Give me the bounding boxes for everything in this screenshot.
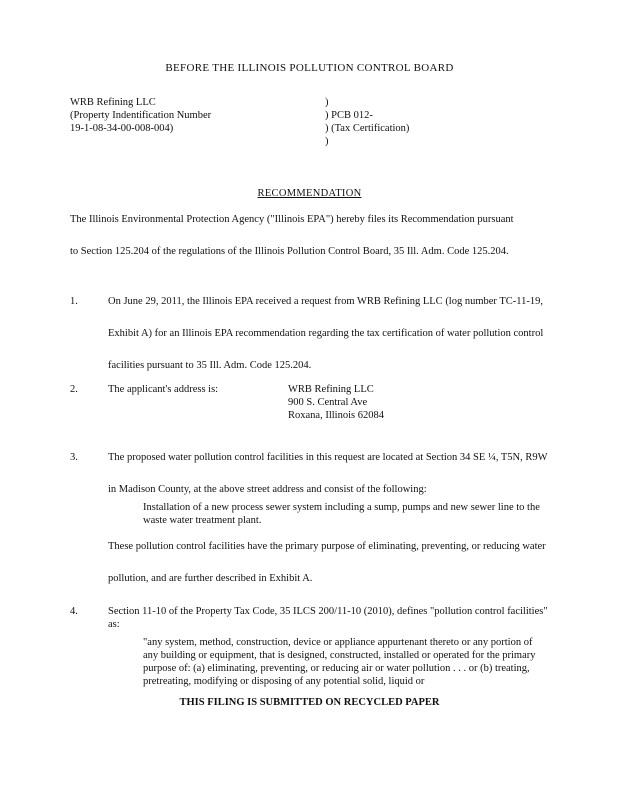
applicant-address [288,383,384,422]
case-number: ) PCB 012- [325,110,373,121]
item-4-text: Section 11-10 of the Property Tax Code, 35 ILCS 200/11-10 (2010), defines "pollution control facilities" as: [108,606,548,630]
address-line: Roxana, Illinois 62084 [288,410,384,421]
item-3-text: The proposed water pollution control facilities in this request are located at Section 34 SE ¼, T5N, R9W in Madison County, at the above street address and consist of the following: [108,452,548,495]
document-title: BEFORE THE ILLINOIS POLLUTION CONTROL BOARD [165,62,454,74]
statute-quote: "any system, method, construction, device or appliance appurtenant thereto or any portion of any building or equipment, that is designed, constructed, installed or operated for the primary purpose of: (a) eliminating, preventing, or reducing air or water pollution . . . or (b) treating, pretreating, modifying or disposing of any potential solid, liquid or [143,637,536,687]
recommendation-heading: RECOMMENDATION [257,188,362,199]
item-number: 3. [70,452,78,463]
address-line: 900 S. Central Ave [288,397,368,408]
item-number: 2. [70,384,78,395]
facility-description: Installation of a new process sewer system including a sump, pumps and new sewer line to the waste water treatment plant. [143,502,540,526]
petitioner-name: WRB Refining LLC [70,97,156,108]
intro-line-1: The Illinois Environmental Protection Agency ("Illinois EPA") hereby files its Recommendation pursuant [70,214,514,225]
caption-paren: ) [325,97,329,108]
pin-label: (Property Indentification Number [70,110,212,121]
item-1-text: On June 29, 2011, the Illinois EPA received a request from WRB Refining LLC (log number TC-11-19, Exhibit A) for an Illinois EPA recommendation regarding the tax certification of water pollution control facilities pursuant to 35 Ill. Adm. Code 125.204. [108,296,544,371]
pin-value: 19-1-08-34-00-008-004) [70,123,174,134]
case-type: ) (Tax Certification) [325,123,410,134]
caption-case [325,96,409,148]
address-line: WRB Refining LLC [288,384,374,395]
item-3-purpose: These pollution control facilities have the primary purpose of eliminating, preventing, or reducing water pollution, and are further described in Exhibit A. [108,541,546,584]
item-number: 1. [70,296,78,307]
address-label: The applicant's address is: [108,384,219,395]
caption-parties [70,96,211,135]
recycled-paper-footer: THIS FILING IS SUBMITTED ON RECYCLED PAPER [179,697,440,708]
item-number: 4. [70,606,78,617]
caption-paren: ) [325,136,329,147]
intro-line-2: to Section 125.204 of the regulations of the Illinois Pollution Control Board, 35 Ill. Adm. Code 125.204. [70,246,509,257]
